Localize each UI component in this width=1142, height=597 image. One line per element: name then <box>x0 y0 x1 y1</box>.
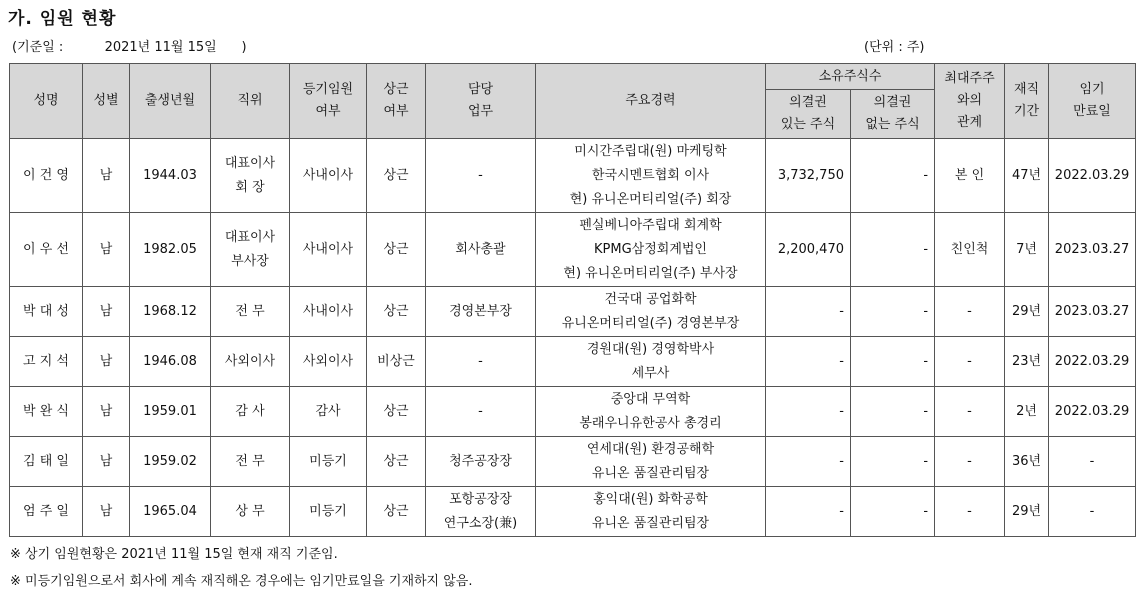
cell-position: 전 무 <box>211 287 290 337</box>
cell-career: 건국대 공업화학 유니온머티리얼(주) 경영본부장 <box>536 287 766 337</box>
cell-gender: 남 <box>83 287 130 337</box>
cell-birth: 1959.01 <box>130 387 211 437</box>
cell-name: 박 대 성 <box>10 287 83 337</box>
cell-gender: 남 <box>83 139 130 213</box>
cell-term-end: 2022.03.29 <box>1049 139 1136 213</box>
cell-registered: 미등기 <box>290 487 367 537</box>
cell-position: 대표이사 부사장 <box>211 213 290 287</box>
cell-name: 고 지 석 <box>10 337 83 387</box>
cell-nonvoting-shares: - <box>851 287 935 337</box>
cell-name: 박 완 식 <box>10 387 83 437</box>
cell-nonvoting-shares: - <box>851 139 935 213</box>
cell-gender: 남 <box>83 487 130 537</box>
cell-nonvoting-shares: - <box>851 487 935 537</box>
cell-nonvoting-shares: - <box>851 337 935 387</box>
cell-name: 김 태 일 <box>10 437 83 487</box>
reference-date: (기준일 : 2021년 11월 15일 ) <box>12 40 247 55</box>
footnote-reference-date: ※ 상기 임원현황은 2021년 11월 15일 현재 재직 기준임. <box>10 547 338 562</box>
cell-voting-shares: - <box>766 437 851 487</box>
cell-term-end: 2023.03.27 <box>1049 213 1136 287</box>
cell-duty: - <box>426 139 536 213</box>
header-nonvoting-shares: 의결권 없는 주식 <box>851 90 935 139</box>
cell-registered: 감사 <box>290 387 367 437</box>
cell-name: 엄 주 일 <box>10 487 83 537</box>
cell-tenure: 29년 <box>1005 487 1049 537</box>
cell-tenure: 7년 <box>1005 213 1049 287</box>
cell-gender: 남 <box>83 437 130 487</box>
cell-duty: 청주공장장 <box>426 437 536 487</box>
header-name: 성명 <box>10 64 83 139</box>
cell-gender: 남 <box>83 337 130 387</box>
cell-duty: 회사총괄 <box>426 213 536 287</box>
cell-birth: 1968.12 <box>130 287 211 337</box>
cell-nonvoting-shares: - <box>851 437 935 487</box>
cell-career: 홍익대(원) 화학공학 유니온 품질관리팀장 <box>536 487 766 537</box>
cell-voting-shares: - <box>766 337 851 387</box>
cell-voting-shares: 3,732,750 <box>766 139 851 213</box>
section-title: 가. 임원 현황 <box>8 9 117 29</box>
cell-fulltime: 상근 <box>367 437 426 487</box>
cell-term-end: 2022.03.29 <box>1049 337 1136 387</box>
cell-term-end: - <box>1049 487 1136 537</box>
cell-registered: 사내이사 <box>290 287 367 337</box>
header-shares-group: 소유주식수 <box>766 64 935 90</box>
cell-relation: 친인척 <box>935 213 1005 287</box>
cell-career: 미시간주립대(원) 마케팅학 한국시멘트협회 이사 현) 유니온머티리얼(주) 회장 <box>536 139 766 213</box>
cell-name: 이 우 선 <box>10 213 83 287</box>
table-row <box>10 139 1136 213</box>
table-row <box>10 337 1136 387</box>
cell-duty: - <box>426 337 536 387</box>
cell-term-end: 2023.03.27 <box>1049 287 1136 337</box>
cell-tenure: 2년 <box>1005 387 1049 437</box>
cell-position: 상 무 <box>211 487 290 537</box>
cell-fulltime: 상근 <box>367 287 426 337</box>
cell-registered: 사내이사 <box>290 139 367 213</box>
cell-voting-shares: - <box>766 287 851 337</box>
table-row <box>10 213 1136 287</box>
cell-relation: - <box>935 287 1005 337</box>
cell-nonvoting-shares: - <box>851 387 935 437</box>
table-row <box>10 287 1136 337</box>
cell-relation: 본 인 <box>935 139 1005 213</box>
cell-duty: 경영본부장 <box>426 287 536 337</box>
cell-career: 중앙대 무역학 봉래우니유한공사 총경리 <box>536 387 766 437</box>
cell-birth: 1959.02 <box>130 437 211 487</box>
footnote-term-end: ※ 미등기임원으로서 회사에 계속 재직해온 경우에는 임기만료일을 기재하지 않음. <box>10 574 473 589</box>
cell-relation: - <box>935 337 1005 387</box>
cell-duty: - <box>426 387 536 437</box>
cell-birth: 1965.04 <box>130 487 211 537</box>
cell-voting-shares: - <box>766 487 851 537</box>
cell-fulltime: 상근 <box>367 139 426 213</box>
unit-label: (단위 : 주) <box>864 40 925 55</box>
header-birth: 출생년월 <box>130 64 211 139</box>
header-position: 직위 <box>211 64 290 139</box>
cell-gender: 남 <box>83 213 130 287</box>
header-fulltime: 상근 여부 <box>367 64 426 139</box>
cell-tenure: 29년 <box>1005 287 1049 337</box>
cell-relation: - <box>935 487 1005 537</box>
cell-relation: - <box>935 387 1005 437</box>
header-duty: 담당 업무 <box>426 64 536 139</box>
header-voting-shares: 의결권 있는 주식 <box>766 90 851 139</box>
header-gender: 성별 <box>83 64 130 139</box>
cell-birth: 1946.08 <box>130 337 211 387</box>
table-row <box>10 437 1136 487</box>
officers-table <box>9 63 1136 537</box>
header-relation: 최대주주 와의 관계 <box>935 64 1005 139</box>
cell-registered: 사내이사 <box>290 213 367 287</box>
cell-voting-shares: 2,200,470 <box>766 213 851 287</box>
cell-position: 전 무 <box>211 437 290 487</box>
cell-birth: 1982.05 <box>130 213 211 287</box>
cell-birth: 1944.03 <box>130 139 211 213</box>
cell-fulltime: 비상근 <box>367 337 426 387</box>
cell-position: 대표이사 회 장 <box>211 139 290 213</box>
cell-career: 펜실베니아주립대 회계학 KPMG삼정회계법인 현) 유니온머티리얼(주) 부사장 <box>536 213 766 287</box>
cell-registered: 미등기 <box>290 437 367 487</box>
cell-career: 연세대(원) 환경공해학 유니온 품질관리팀장 <box>536 437 766 487</box>
cell-fulltime: 상근 <box>367 387 426 437</box>
header-term-end: 임기 만료일 <box>1049 64 1136 139</box>
cell-name: 이 건 영 <box>10 139 83 213</box>
cell-gender: 남 <box>83 387 130 437</box>
cell-term-end: - <box>1049 437 1136 487</box>
cell-tenure: 47년 <box>1005 139 1049 213</box>
cell-duty: 포항공장장 연구소장(兼) <box>426 487 536 537</box>
header-tenure: 재직 기간 <box>1005 64 1049 139</box>
header-career: 주요경력 <box>536 64 766 139</box>
cell-tenure: 36년 <box>1005 437 1049 487</box>
header-registered: 등기임원 여부 <box>290 64 367 139</box>
cell-position: 감 사 <box>211 387 290 437</box>
cell-nonvoting-shares: - <box>851 213 935 287</box>
cell-voting-shares: - <box>766 387 851 437</box>
table-row <box>10 487 1136 537</box>
cell-fulltime: 상근 <box>367 487 426 537</box>
cell-registered: 사외이사 <box>290 337 367 387</box>
cell-fulltime: 상근 <box>367 213 426 287</box>
cell-tenure: 23년 <box>1005 337 1049 387</box>
cell-position: 사외이사 <box>211 337 290 387</box>
cell-term-end: 2022.03.29 <box>1049 387 1136 437</box>
cell-relation: - <box>935 437 1005 487</box>
cell-career: 경원대(원) 경영학박사 세무사 <box>536 337 766 387</box>
table-row <box>10 387 1136 437</box>
